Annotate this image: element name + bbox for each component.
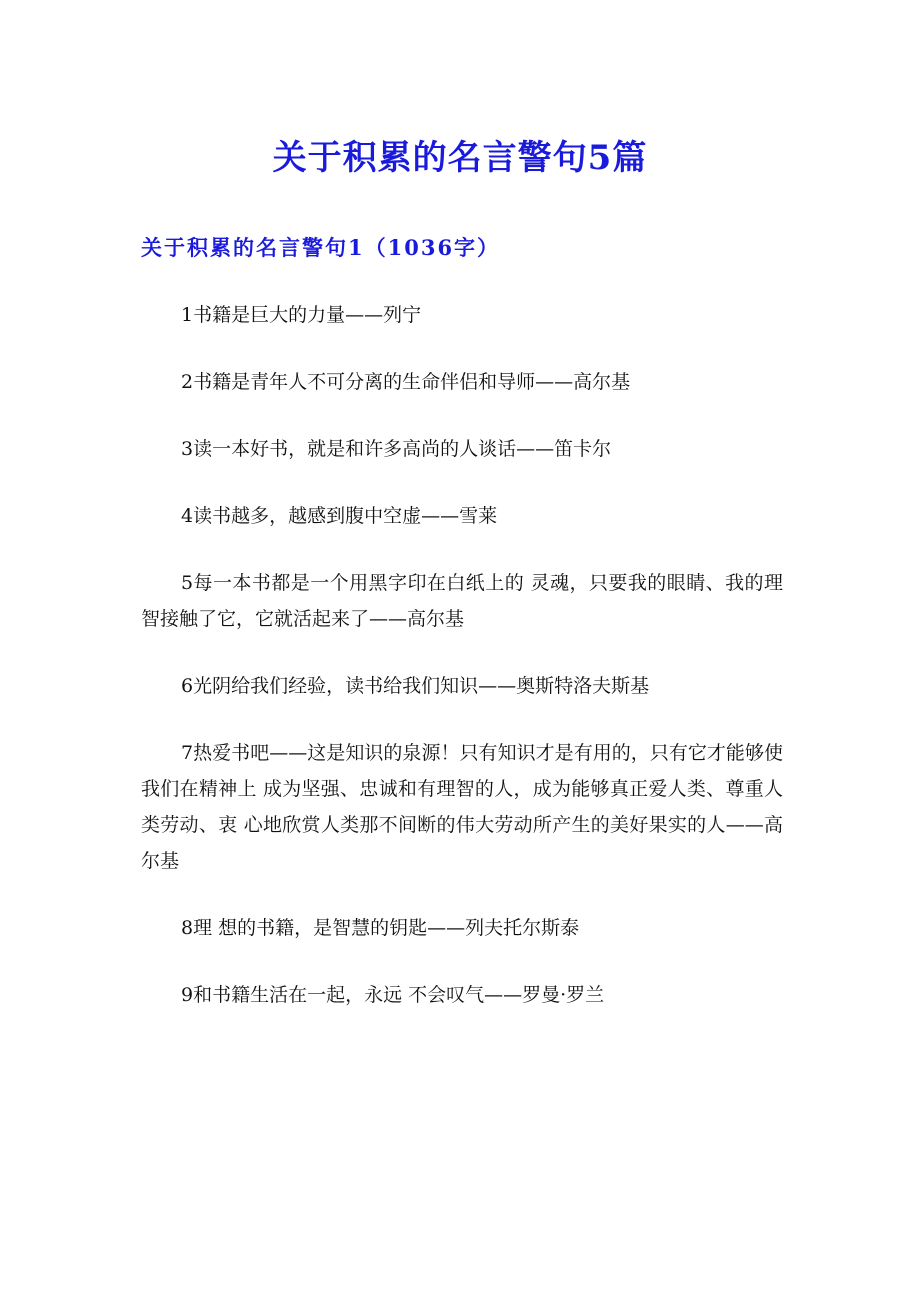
quote-paragraph: 3读一本好书，就是和许多高尚的人谈话——笛卡尔: [181, 438, 612, 460]
quote-paragraph: 7热爱书吧——这是知识的泉源！只有知识才是有用的，只有它才能够使我们在精神上 成为坚强、忠诚和有理智的人，成为能够真正爱人类、尊重人类劳动、衷 心地欣赏人类那不间断的伟大劳动所产生的美好果实的人——高尔基: [141, 742, 783, 872]
quote-paragraph: 2书籍是青年人不可分离的生命伴侣和导师——高尔基: [181, 371, 631, 393]
quote-paragraph: 9和书籍生活在一起，永远 不会叹气——罗曼·罗兰: [181, 984, 605, 1006]
quote-paragraph: 4读书越多，越感到腹中空虚——雪莱: [181, 505, 498, 527]
quote-paragraph: 5每一本书都是一个用黑字印在白纸上的 灵魂，只要我的眼睛、我的理智接触了它，它就活起来了——高尔基: [141, 572, 783, 630]
quote-paragraph: 6光阴给我们经验，读书给我们知识——奥斯特洛夫斯基: [181, 675, 650, 697]
quote-list: [141, 297, 783, 1044]
quote-paragraph: 8理 想的书籍，是智慧的钥匙——列夫托尔斯泰: [181, 917, 580, 939]
quote-paragraph: 1书籍是巨大的力量——列宁: [181, 304, 422, 326]
document-title: 关于积累的名言警句5篇: [272, 138, 648, 178]
section-heading: 关于积累的名言警句1（1036字）: [141, 235, 501, 260]
